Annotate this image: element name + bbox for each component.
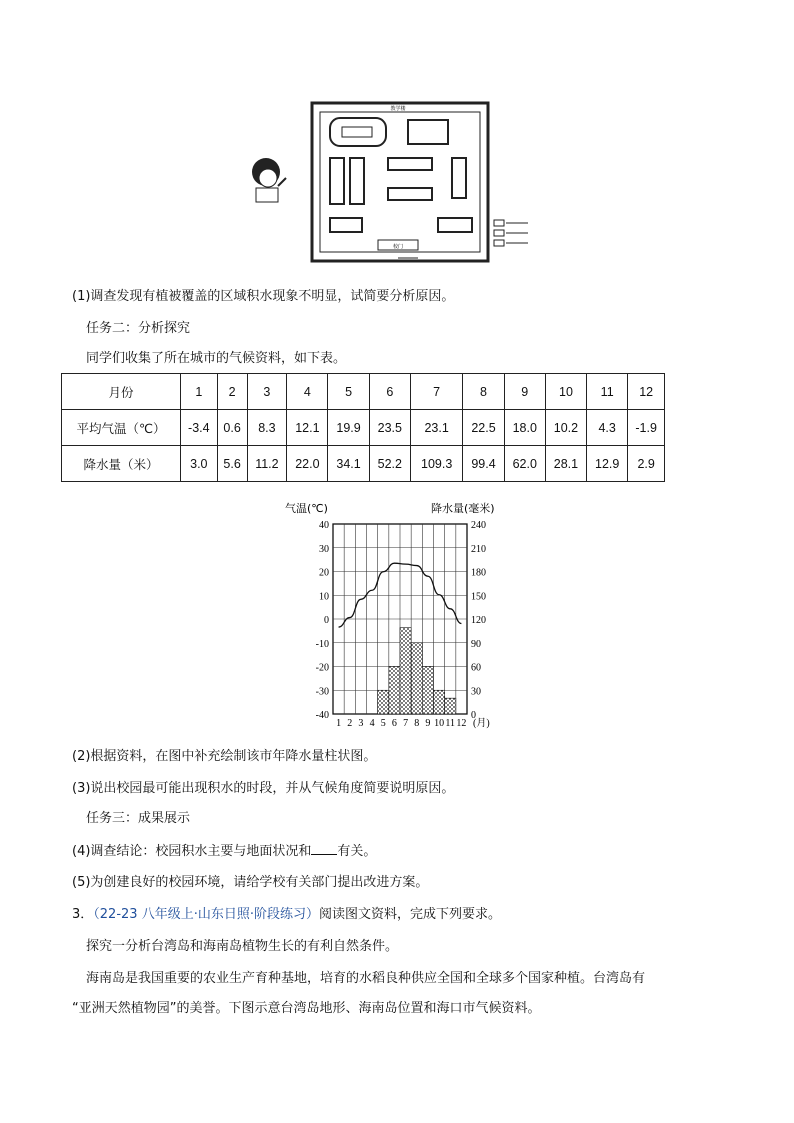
precip-bar (389, 667, 400, 715)
x-tick-label: 10 (434, 718, 445, 729)
left-axis-label: 气温(℃) (285, 502, 328, 515)
table-row (62, 446, 665, 482)
x-tick-label: 8 (414, 718, 420, 729)
question-3: (3)说出校园最可能出现积水的时段，并从气候角度简要说明原因。 (72, 781, 455, 796)
table-cell: 22.5 (463, 410, 504, 446)
table-cell: 3 (247, 374, 287, 410)
task3-heading: 任务三：成果展示 (86, 811, 191, 826)
table-cell: -3.4 (181, 410, 218, 446)
question-1: (1)调查发现有植被覆盖的区域积水现象不明显，试简要分析原因。 (72, 289, 455, 304)
left-tick-label: 10 (319, 591, 329, 603)
left-tick-label: -10 (315, 638, 329, 650)
right-tick-label: 150 (471, 591, 486, 603)
table-cell: 10.2 (545, 410, 586, 446)
left-tick-label: -20 (315, 662, 329, 674)
table-cell: 19.9 (328, 410, 369, 446)
x-tick-label: 3 (358, 718, 364, 729)
task2-heading: 任务二：分析探究 (86, 321, 191, 336)
climate-chart (275, 500, 500, 732)
climate-table (61, 373, 665, 482)
table-cell: 8 (463, 374, 504, 410)
table-cell: 5.6 (217, 446, 247, 482)
table-cell: 5 (328, 374, 369, 410)
left-tick-label: -40 (315, 710, 329, 721)
x-tick-label: 4 (369, 718, 375, 729)
table-cell: 99.4 (463, 446, 504, 482)
table-cell: 52.2 (369, 446, 410, 482)
table-cell: 7 (410, 374, 463, 410)
table-cell: 62.0 (504, 446, 545, 482)
question-4 (72, 842, 376, 861)
right-tick-label: 240 (471, 520, 486, 531)
x-tick-label: 5 (380, 718, 386, 729)
table-cell: 12 (628, 374, 665, 410)
question-5: (5)为创建良好的校园环境，请给学校有关部门提出改进方案。 (72, 875, 429, 890)
table-cell: 10 (545, 374, 586, 410)
question-2: (2)根据资料，在图中补充绘制该市年降水量柱状图。 (72, 749, 377, 764)
x-unit-label: (月) (473, 718, 490, 729)
problem-number: 3． (72, 907, 94, 922)
x-tick-label: 2 (347, 718, 353, 729)
right-tick-label: 60 (471, 662, 481, 674)
table-cell: 23.1 (410, 410, 463, 446)
precip-bar (445, 698, 456, 714)
table-cell: 0.6 (217, 410, 247, 446)
table-cell: 22.0 (287, 446, 328, 482)
table-cell: 3.0 (181, 446, 218, 482)
x-tick-label: 1 (336, 718, 342, 729)
campus-map (238, 100, 538, 270)
left-tick-label: 20 (319, 567, 329, 579)
right-tick-label: 120 (471, 615, 486, 626)
precip-header: 降水量（米） (62, 446, 181, 482)
question-4-tail: 有关。 (337, 844, 377, 859)
answer-blank[interactable] (311, 842, 337, 855)
table-cell: 6 (369, 374, 410, 410)
precip-bar (422, 667, 433, 715)
problem-3 (72, 906, 501, 924)
map-top-label: 教学楼 (390, 106, 406, 112)
table-cell: 2.9 (628, 446, 665, 482)
paragraph-2: “亚洲天然植物园”的美誉。下图示意台湾岛地形、海南岛位置和海口市气候资料。 (72, 1001, 541, 1016)
table-intro: 同学们收集了所在城市的气候资料，如下表。 (86, 351, 347, 366)
table-cell: 18.0 (504, 410, 545, 446)
x-tick-label: 6 (391, 718, 397, 729)
table-cell: 28.1 (545, 446, 586, 482)
table-cell: 12.1 (287, 410, 328, 446)
x-tick-label: 7 (403, 718, 409, 729)
right-tick-label: 180 (471, 567, 486, 579)
right-tick-label: 210 (471, 543, 486, 555)
map-gate-label: 校门 (392, 244, 404, 250)
precip-bar (411, 643, 422, 714)
precip-bar (434, 690, 445, 714)
table-cell: 11 (587, 374, 628, 410)
precip-bar (378, 690, 389, 714)
question-4-text: (4)调查结论：校园积水主要与地面状况和 (72, 844, 312, 859)
explore-1: 探究一分析台湾岛和海南岛植物生长的有利自然条件。 (86, 939, 399, 954)
left-tick-label: 40 (319, 520, 329, 531)
table-cell: 11.2 (247, 446, 287, 482)
month-header: 月份 (62, 374, 181, 410)
temp-header: 平均气温（℃） (62, 410, 181, 446)
precip-bar (400, 628, 411, 714)
student-figure (252, 158, 286, 202)
table-cell: 2 (217, 374, 247, 410)
table-cell: 12.9 (587, 446, 628, 482)
x-tick-label: 12 (456, 718, 467, 729)
left-tick-label: 30 (319, 543, 329, 555)
x-tick-label: 11 (445, 718, 456, 729)
problem-text: 阅读图文资料，完成下列要求。 (318, 907, 501, 922)
table-cell: 8.3 (247, 410, 287, 446)
table-cell: -1.9 (628, 410, 665, 446)
table-row (62, 374, 665, 410)
table-row (62, 410, 665, 446)
table-cell: 109.3 (410, 446, 463, 482)
right-axis-label: 降水量(毫米) (431, 502, 495, 515)
right-tick-label: 0 (471, 710, 476, 721)
left-tick-label: -30 (315, 686, 329, 698)
x-tick-label: 9 (425, 718, 431, 729)
right-tick-label: 30 (471, 686, 481, 698)
right-tick-label: 90 (471, 638, 481, 650)
problem-source: （22-23 八年级上·山东日照·阶段练习） (93, 907, 319, 922)
table-cell: 4 (287, 374, 328, 410)
table-cell: 1 (181, 374, 218, 410)
table-cell: 34.1 (328, 446, 369, 482)
paragraph-1: 海南岛是我国重要的农业生产育种基地，培育的水稻良种供应全国和全球多个国家种植。台湾岛有 (86, 971, 646, 986)
left-tick-label: 0 (324, 615, 329, 626)
table-cell: 23.5 (369, 410, 410, 446)
table-cell: 9 (504, 374, 545, 410)
table-cell: 4.3 (587, 410, 628, 446)
